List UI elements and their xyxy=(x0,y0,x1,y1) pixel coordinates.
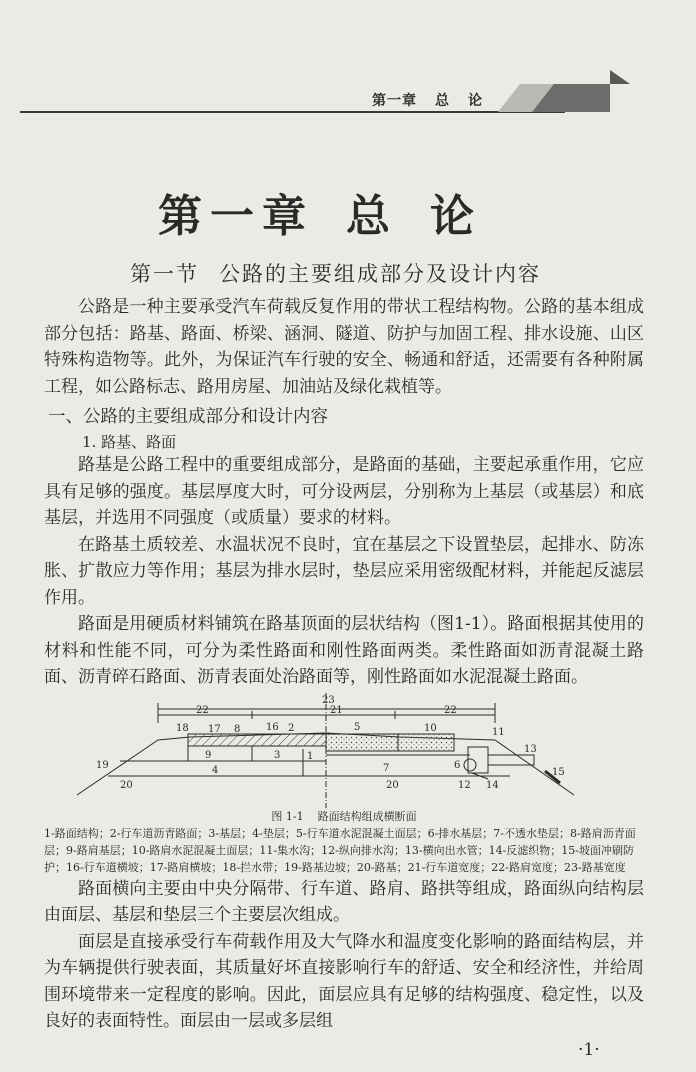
label-19: 19 xyxy=(96,759,109,771)
chapter-title-b: 论 xyxy=(430,191,482,242)
chapter-title xyxy=(0,180,640,244)
figure-title: 路面结构组成横断面 xyxy=(317,809,417,823)
label-1: 1 xyxy=(307,750,314,762)
label-9: 9 xyxy=(205,749,212,761)
body-paragraphs-b xyxy=(44,876,644,1035)
page-number: ·1· xyxy=(578,1040,600,1060)
figure-caption xyxy=(44,809,644,825)
paragraph: 面层是直接承受行车荷载作用及大气降水和温度变化影响的路面结构层，并为车辆提供行驶表面，其质量好坏直接影响行车的舒适、安全和经济性，并给周围环境带来一定程度的影响。因此，面层应具有足够的结构强度、稳定性，以及良好的表面特性。面层由一层或多层组 xyxy=(44,931,644,1031)
intro-paragraph: 公路是一种主要承受汽车荷载反复作用的带状工程结构物。公路的基本组成部分包括：路基、路面、桥梁、涵洞、隧道、防护与加固工程、排水设施、山区特殊构造物等。此外，为保证汽车行驶的安全、畅通和舒适，还需要有各种附属工程，如公路标志、路用房屋、加油站及绿化栽植等。 xyxy=(44,297,644,397)
section-title xyxy=(130,258,541,288)
label-16: 16 xyxy=(266,721,279,733)
section-number: 第一节 xyxy=(130,262,199,286)
paragraph: 路面是用硬质材料铺筑在路基顶面的层状结构（图1-1）。路面根据其使用的材料和性能不同，可分为柔性路面和刚性路面两类。柔性路面如沥青混凝土路面、沥青碎石路面、沥青表面处治路面等，刚性路面如水泥混凝土路面。 xyxy=(44,614,644,687)
paragraph: 路基是公路工程中的重要组成部分，是路面的基础，主要起承重作用，它应具有足够的强度。基层厚度大时，可分设两层，分别称为上基层（或基层）和底基层，并选用不同强度（或质量）要求的材料。 xyxy=(44,455,644,528)
label-17: 17 xyxy=(208,723,221,735)
label-23: 23 xyxy=(322,694,335,706)
label-11: 11 xyxy=(492,726,505,738)
pavement-cross-section-figure xyxy=(0,691,696,809)
label-12: 12 xyxy=(458,779,471,791)
label-4: 4 xyxy=(212,764,219,776)
label-22-right: 22 xyxy=(444,704,457,716)
label-5: 5 xyxy=(354,721,361,733)
header-decoration xyxy=(470,70,630,120)
label-18: 18 xyxy=(176,722,189,734)
label-8: 8 xyxy=(234,723,241,735)
label-20-right: 20 xyxy=(386,779,399,791)
label-21: 21 xyxy=(330,704,343,716)
chapter-title-number: 第一章 xyxy=(158,191,314,242)
chapter-title-a: 总 xyxy=(346,191,398,242)
running-header-chapter: 第一章 xyxy=(372,93,417,109)
label-15: 15 xyxy=(552,766,565,778)
paragraph: 在路基土质较差、水温状况不良时，宜在基层之下设置垫层，起排水、防冻胀、扩散应力等作用；基层为排水层时，垫层应采用密级配材料，并能起反滤层作用。 xyxy=(44,534,644,608)
figure-legend: 1-路面结构；2-行车道沥青路面；3-基层；4-垫层；5-行车道水泥混凝土面层；6-排水基层；7-不透水垫层；8-路肩沥青面层；9-路肩基层；10-路肩水泥混凝土面层；11-集水沟；12-纵向排水沟；13-横向出水管；14-反滤织物；15-坡面冲刷防护；16-行车道横坡；17-路肩横坡；18-拦水带；19-路基边坡；20-路基；21-行车道宽度；22-路肩宽度；23-路基宽度 xyxy=(44,826,636,874)
subheading-subgrade-pavement: 1. 路基、路面 xyxy=(82,433,177,451)
running-header-title-b: 论 xyxy=(468,93,483,109)
paragraph: 路面横向主要由中央分隔带、行车道、路肩、路拱等组成，路面纵向结构层由面层、基层和垫层三个主要层次组成。 xyxy=(44,878,644,925)
label-20-left: 20 xyxy=(120,779,133,791)
label-13: 13 xyxy=(524,743,537,755)
heading-components: 一、公路的主要组成部分和设计内容 xyxy=(48,407,328,427)
label-14: 14 xyxy=(486,779,499,791)
running-header-title-a: 总 xyxy=(435,93,450,109)
label-6: 6 xyxy=(454,759,461,771)
body-flow xyxy=(44,294,644,1035)
section-text: 公路的主要组成部分及设计内容 xyxy=(219,262,541,286)
label-2: 2 xyxy=(288,722,295,734)
label-22-left: 22 xyxy=(196,704,209,716)
label-7: 7 xyxy=(383,762,390,774)
figure-number: 图 1-1 xyxy=(271,809,304,823)
label-3: 3 xyxy=(274,749,281,761)
label-10: 10 xyxy=(424,722,437,734)
intro-paragraph-block xyxy=(44,294,644,400)
body-paragraphs-a xyxy=(44,452,644,691)
